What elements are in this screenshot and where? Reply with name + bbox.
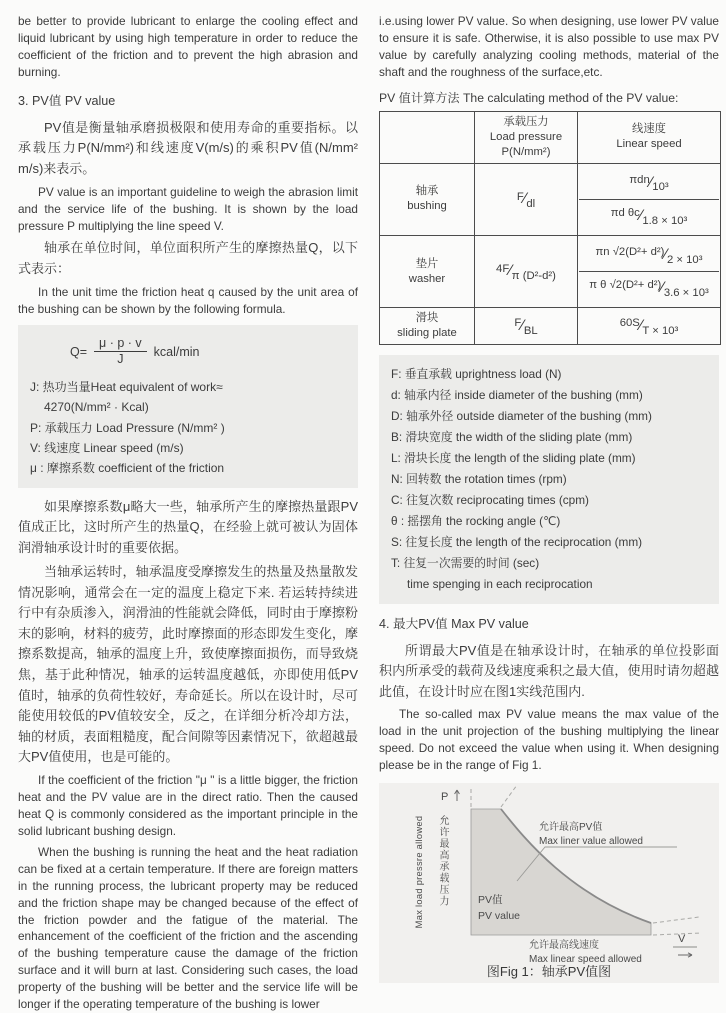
formula-legend-line: V: 线速度 Linear speed (m/s) bbox=[30, 440, 184, 455]
header-cell-empty bbox=[380, 111, 475, 163]
left-column bbox=[18, 13, 358, 1012]
paragraph-running-cn: 当轴承运转时，轴承温度受摩擦发生的热量及热量散发情况影响，通常会在一定的温度上稳定下来. 若运转持续进行中有杂质渗入，润滑油的性能就会降低，同时由于摩擦粉末的影响，材料的疲劳，此时摩擦面的形态即发生变化，摩擦系数提高，轴承的温度上升，致使摩擦面损伤，而导致烧焦，基于此种情况，轴承的运转温度越低，亦即使用低PV值时，轴承的负荷性较好，寿命延长。所以在设计时，尽可能使用较低的PV值较安全，反之，在详细分析冷却方法，轴的材质，表面粗糙度，配合间隙等因素情况下，欲超越最大PV值使用，也是可能的。 bbox=[18, 564, 358, 765]
formula-box bbox=[18, 325, 358, 488]
paragraph-max-pv-cn: 所谓最大PV值是在轴承设计时，在轴承的单位投影面积内所承受的载荷及线速度乘积之最大值，使用时请勿超越此值，在设计时应在图1实线范围内. bbox=[379, 642, 719, 699]
speed-formulas bbox=[578, 163, 721, 235]
paragraph-friction-heat-en: In the unit time the friction heat q caused by the unit area of the bushing can be shown by the following formula. bbox=[18, 284, 358, 316]
paragraph-running-en: When the bushing is running the heat and the heat radiation can be fixed at a certain temperature. If there are foreign matters in the running process, the lubricant property may be reduced and the friction shape may be changed because of the effect of the friction powder and the fatigue of the material. The enhancement of the coefficient of the friction and the ascending of the bushing temperature cause the damage of the friction surface and it will burn at last. Considering such cases, the load property of the bushing will be better and the service life will be longer if the operating temperature of the bushing is lower bbox=[18, 844, 358, 1012]
pv-calculation-table bbox=[379, 111, 721, 345]
paragraph-max-pv-en: The so-called max PV value means the max value of the load in the unit projection of the bushing multiplying the linear speed. Do not exceed the value when using it. When designing please be in the range of Fig 1. bbox=[379, 707, 719, 773]
section-4-heading: 4. 最大PV值 Max PV value bbox=[379, 616, 529, 631]
figure-1-panel bbox=[379, 783, 719, 983]
max-pv-annotation: 允许最高PV值 Max liner value allowed bbox=[539, 822, 643, 848]
legend-line: θ : 摇摆角 the rocking angle (℃) bbox=[391, 513, 561, 528]
formula-denominator: J bbox=[117, 352, 124, 367]
legend-line: T: 往复一次需要的时间 (sec) bbox=[391, 555, 540, 570]
formula-legend-line: J: 热功当量Heat equivalent of work≈ bbox=[30, 379, 223, 394]
table-header-row bbox=[380, 111, 721, 163]
fraction: πdn∕ 10³ bbox=[629, 173, 668, 193]
y-axis-label-en: Max load pressre allowed bbox=[414, 816, 424, 929]
paragraph-continuation: be better to provide lubricant to enlarge the cooling effect and liquid lubricant by using high temperature in order to reduce the coefficient of the friction and to prevent the high abrasion and burning. bbox=[18, 14, 358, 79]
paragraph-friction-heat-cn: 轴承在单位时间，单位面积所产生的摩擦热量Q，以下式表示： bbox=[18, 240, 358, 277]
legend-line: C: 往复次数 reciprocating times (cpm) bbox=[391, 492, 589, 507]
row-label: 垫片 washer bbox=[380, 235, 475, 307]
fraction: π θ √2(D²+ d²)∕ 3.6 × 10³ bbox=[589, 278, 709, 298]
legend-line: B: 滑块宽度 the width of the sliding plate (mm) bbox=[391, 429, 633, 444]
paragraph-mu-bigger-cn: 如果摩擦系数μ略大一些，轴承所产生的摩擦热量跟PV值成正比，这时所产生的热量Q，在经验上就可被认为固体润滑轴承设计时的重要依据。 bbox=[18, 498, 358, 555]
legend-line: N: 回转数 the rotation times (rpm) bbox=[391, 471, 567, 486]
pressure-formula bbox=[475, 163, 578, 235]
row-label: 滑块 sliding plate bbox=[380, 308, 475, 345]
fraction: πd θc∕ 1.8 × 10³ bbox=[611, 206, 688, 226]
paragraph-pv-definition-en: PV value is an important guideline to weigh the abrasion limit and the service life of the bushing. It is shown by the load pressure P multiplying the line speed V. bbox=[18, 184, 358, 233]
legend-line: L: 滑块长度 the length of the sliding plate (mm) bbox=[391, 450, 636, 465]
row-label: 轴承 bushing bbox=[380, 163, 475, 235]
legend-line: d: 轴承内径 inside diameter of the bushing (mm) bbox=[391, 387, 643, 402]
formula-numerator: μ · p · v bbox=[94, 336, 147, 353]
figure-caption: 图Fig 1：轴承PV值图 bbox=[486, 964, 612, 980]
formula-legend-line: μ : 摩擦系数 coefficient of the friction bbox=[30, 461, 225, 476]
paragraph-mu-bigger-en: If the coefficient of the friction "μ " is a little bigger, the friction heat and the PV value are in the direct ratio. Then the caused heat Q is commonly considered as the important principle in the solid lubricant bushing design. bbox=[18, 772, 358, 838]
fraction: F∕ BL bbox=[514, 316, 537, 336]
paragraph-pv-definition-cn: PV值是衡量轴承磨损极限和使用寿命的重要指标。以承载压力P(N/mm²)和线速度V(m/s)的乘积PV值(N/mm² m/s)来表示。 bbox=[18, 119, 358, 176]
legend-line: D: 轴承外径 outside diameter of the bushing (mm) bbox=[391, 408, 652, 423]
legend-line: S: 往复长度 the length of the reciprocation (mm) bbox=[391, 534, 643, 549]
fraction: F∕ dl bbox=[517, 189, 535, 209]
legend-line: F: 垂直承载 uprightness load (N) bbox=[391, 366, 562, 381]
q-formula bbox=[70, 336, 346, 368]
v-axis-arrow bbox=[678, 953, 692, 957]
v-axis-label: V bbox=[678, 933, 686, 946]
table-row-sliding-plate bbox=[380, 308, 721, 345]
symbol-legend bbox=[379, 355, 719, 604]
formula-fraction bbox=[94, 336, 147, 368]
formula-legend-line: P: 承载压力 Load Pressure (N/mm² ) bbox=[30, 420, 225, 435]
p-axis-label: P bbox=[441, 791, 449, 804]
pv-region-label: PV值 PV value bbox=[478, 894, 521, 922]
header-cell-linear-speed: 线速度 Linear speed bbox=[578, 111, 721, 163]
table-row-bushing bbox=[380, 163, 721, 235]
speed-formulas bbox=[578, 308, 721, 345]
table-row-washer bbox=[380, 235, 721, 307]
fraction: 60S∕ T × 10³ bbox=[620, 316, 679, 336]
formula-legend-line: 4270(N/mm² · Kcal) bbox=[44, 400, 149, 415]
header-cell-load-pressure: 承载压力 Load pressure P(N/mm²) bbox=[475, 111, 578, 163]
legend-line: time spenging in each reciprocation bbox=[407, 576, 593, 591]
paragraph-lower-pv-en: i.e.using lower PV value. So when designing, use lower PV value to ensure it is safe. Otherwise, it is also possible to use max PV value by carefully analyzing cooling methods, material of the shaft and the roughness of the surface,etc. bbox=[379, 14, 719, 79]
formula-lhs: Q= bbox=[70, 344, 88, 359]
right-column bbox=[379, 13, 719, 980]
p-axis-arrow bbox=[455, 790, 460, 801]
pressure-formula bbox=[475, 308, 578, 345]
fraction: 4F∕ π (D²-d²) bbox=[496, 261, 556, 281]
formula-unit: kcal/min bbox=[153, 344, 200, 359]
speed-formulas bbox=[578, 235, 721, 307]
table-title: PV 值计算方法 The calculating method of the PV value: bbox=[379, 90, 679, 105]
x-axis-label: 允许最高线速度 Max linear speed allowed bbox=[529, 940, 642, 966]
pressure-formula bbox=[475, 235, 578, 307]
y-axis-label-cn: 允许最高承载压力 bbox=[437, 815, 448, 908]
section-3-heading: 3. PV值 PV value bbox=[18, 93, 116, 108]
fraction: πn √2(D²+ d²)∕ 2 × 10³ bbox=[596, 245, 703, 265]
